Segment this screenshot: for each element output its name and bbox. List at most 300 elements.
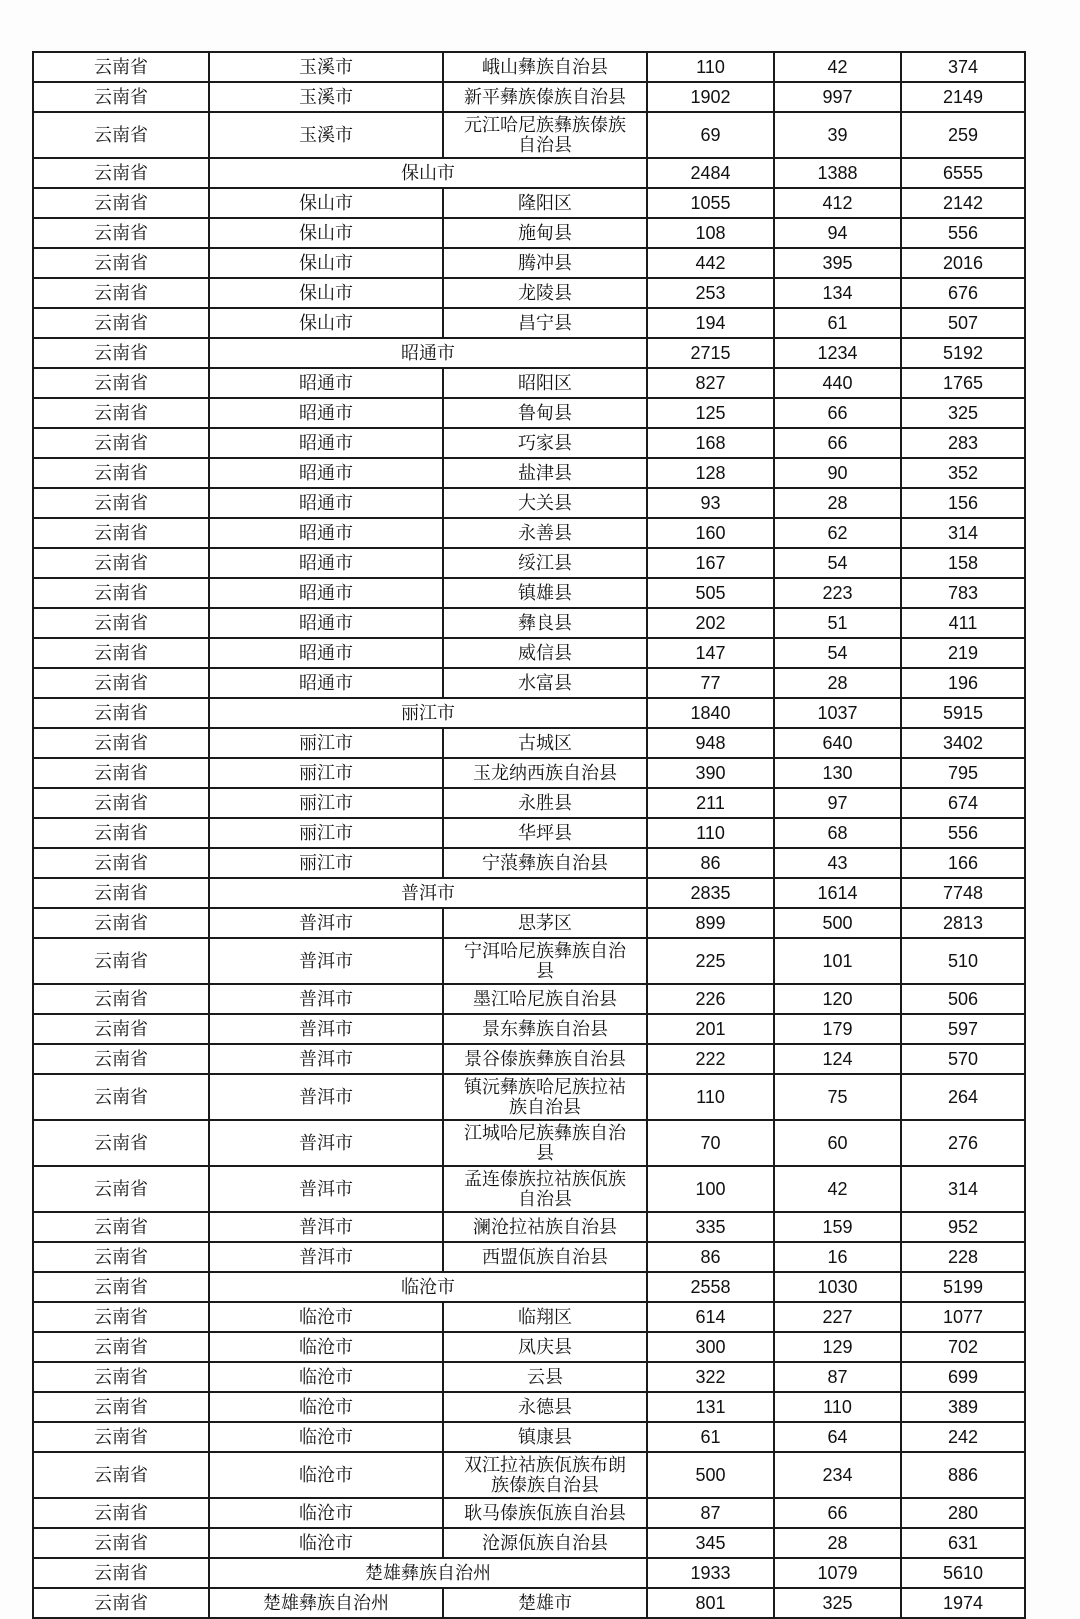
cell-value-1: 110 [647, 52, 774, 82]
cell-county: 孟连傣族拉祜族佤族自治县 [443, 1166, 647, 1212]
cell-province: 云南省 [33, 368, 209, 398]
cell-value-2: 94 [774, 218, 901, 248]
cell-city: 昭通市 [209, 368, 443, 398]
cell-city: 昭通市 [209, 638, 443, 668]
cell-county: 墨江哈尼族自治县 [443, 984, 647, 1014]
cell-county: 耿马傣族佤族自治县 [443, 1498, 647, 1528]
table-row [33, 1212, 1025, 1242]
cell-city: 普洱市 [209, 1212, 443, 1242]
cell-value-2: 101 [774, 938, 901, 984]
cell-value-3: 219 [901, 638, 1025, 668]
cell-value-3: 196 [901, 668, 1025, 698]
cell-value-3: 7748 [901, 878, 1025, 908]
cell-province: 云南省 [33, 158, 209, 188]
cell-value-3: 411 [901, 608, 1025, 638]
cell-value-3: 158 [901, 548, 1025, 578]
cell-value-2: 64 [774, 1422, 901, 1452]
cell-value-3: 783 [901, 578, 1025, 608]
cell-province: 云南省 [33, 578, 209, 608]
cell-county: 水富县 [443, 668, 647, 698]
cell-value-1: 253 [647, 278, 774, 308]
table-row [33, 1588, 1025, 1618]
cell-value-3: 702 [901, 1332, 1025, 1362]
cell-value-1: 1933 [647, 1558, 774, 1588]
cell-value-3: 5199 [901, 1272, 1025, 1302]
table-row [33, 428, 1025, 458]
cell-value-1: 201 [647, 1014, 774, 1044]
cell-value-1: 500 [647, 1452, 774, 1498]
cell-value-3: 264 [901, 1074, 1025, 1120]
cell-province: 云南省 [33, 1044, 209, 1074]
table-row [33, 668, 1025, 698]
cell-value-2: 1037 [774, 698, 901, 728]
cell-county: 龙陵县 [443, 278, 647, 308]
cell-county: 沧源佤族自治县 [443, 1528, 647, 1558]
cell-city: 丽江市 [209, 848, 443, 878]
table-row [33, 1558, 1025, 1588]
cell-value-3: 1077 [901, 1302, 1025, 1332]
cell-value-3: 570 [901, 1044, 1025, 1074]
cell-value-2: 68 [774, 818, 901, 848]
cell-value-3: 886 [901, 1452, 1025, 1498]
cell-county: 华坪县 [443, 818, 647, 848]
cell-value-1: 2484 [647, 158, 774, 188]
cell-value-1: 335 [647, 1212, 774, 1242]
cell-value-3: 5192 [901, 338, 1025, 368]
table-row [33, 1166, 1025, 1212]
cell-value-2: 1234 [774, 338, 901, 368]
cell-city: 普洱市 [209, 938, 443, 984]
cell-province: 云南省 [33, 638, 209, 668]
cell-province: 云南省 [33, 1332, 209, 1362]
cell-value-2: 28 [774, 668, 901, 698]
cell-value-2: 62 [774, 518, 901, 548]
cell-city: 临沧市 [209, 1302, 443, 1332]
cell-value-1: 1055 [647, 188, 774, 218]
cell-province: 云南省 [33, 1272, 209, 1302]
cell-value-2: 60 [774, 1120, 901, 1166]
cell-city: 昭通市 [209, 668, 443, 698]
cell-value-1: 226 [647, 984, 774, 1014]
cell-province: 云南省 [33, 548, 209, 578]
table-row [33, 488, 1025, 518]
data-table [32, 51, 1026, 1619]
cell-value-3: 5915 [901, 698, 1025, 728]
cell-value-2: 1614 [774, 878, 901, 908]
cell-value-1: 345 [647, 1528, 774, 1558]
cell-county: 隆阳区 [443, 188, 647, 218]
cell-city: 昭通市 [209, 488, 443, 518]
cell-city-summary: 楚雄彝族自治州 [209, 1558, 647, 1588]
cell-value-1: 147 [647, 638, 774, 668]
cell-value-3: 676 [901, 278, 1025, 308]
cell-province: 云南省 [33, 1166, 209, 1212]
cell-county: 新平彝族傣族自治县 [443, 82, 647, 112]
cell-city: 临沧市 [209, 1452, 443, 1498]
cell-city: 保山市 [209, 188, 443, 218]
cell-value-2: 97 [774, 788, 901, 818]
cell-value-2: 1388 [774, 158, 901, 188]
cell-value-3: 259 [901, 112, 1025, 158]
cell-value-1: 2835 [647, 878, 774, 908]
cell-city: 普洱市 [209, 908, 443, 938]
cell-province: 云南省 [33, 1452, 209, 1498]
cell-city: 玉溪市 [209, 52, 443, 82]
cell-value-3: 242 [901, 1422, 1025, 1452]
cell-value-3: 314 [901, 518, 1025, 548]
cell-value-2: 500 [774, 908, 901, 938]
cell-value-1: 1902 [647, 82, 774, 112]
cell-value-2: 223 [774, 578, 901, 608]
cell-value-2: 61 [774, 308, 901, 338]
cell-value-3: 1765 [901, 368, 1025, 398]
cell-value-3: 795 [901, 758, 1025, 788]
table-row [33, 278, 1025, 308]
cell-county: 江城哈尼族彝族自治县 [443, 1120, 647, 1166]
table-row [33, 638, 1025, 668]
cell-value-3: 2813 [901, 908, 1025, 938]
cell-city-summary: 丽江市 [209, 698, 647, 728]
cell-county: 元江哈尼族彝族傣族自治县 [443, 112, 647, 158]
cell-county: 昌宁县 [443, 308, 647, 338]
cell-city: 临沧市 [209, 1498, 443, 1528]
cell-value-2: 120 [774, 984, 901, 1014]
cell-value-3: 699 [901, 1362, 1025, 1392]
cell-province: 云南省 [33, 1558, 209, 1588]
cell-value-3: 510 [901, 938, 1025, 984]
cell-value-2: 134 [774, 278, 901, 308]
cell-value-1: 110 [647, 818, 774, 848]
cell-value-3: 597 [901, 1014, 1025, 1044]
cell-county: 大关县 [443, 488, 647, 518]
cell-city: 楚雄彝族自治州 [209, 1588, 443, 1618]
cell-county: 楚雄市 [443, 1588, 647, 1618]
cell-province: 云南省 [33, 608, 209, 638]
cell-value-3: 3402 [901, 728, 1025, 758]
cell-value-2: 16 [774, 1242, 901, 1272]
table-row [33, 578, 1025, 608]
cell-province: 云南省 [33, 908, 209, 938]
cell-province: 云南省 [33, 218, 209, 248]
table-row [33, 338, 1025, 368]
cell-county: 玉龙纳西族自治县 [443, 758, 647, 788]
cell-value-2: 75 [774, 1074, 901, 1120]
cell-city: 昭通市 [209, 518, 443, 548]
cell-value-2: 110 [774, 1392, 901, 1422]
cell-value-2: 227 [774, 1302, 901, 1332]
cell-province: 云南省 [33, 458, 209, 488]
cell-province: 云南省 [33, 788, 209, 818]
cell-province: 云南省 [33, 1014, 209, 1044]
cell-county: 双江拉祜族佤族布朗族傣族自治县 [443, 1452, 647, 1498]
cell-city: 昭通市 [209, 398, 443, 428]
cell-province: 云南省 [33, 82, 209, 112]
cell-value-1: 225 [647, 938, 774, 984]
cell-value-1: 202 [647, 608, 774, 638]
cell-city: 普洱市 [209, 1120, 443, 1166]
cell-value-1: 211 [647, 788, 774, 818]
table-row [33, 1422, 1025, 1452]
cell-county: 彝良县 [443, 608, 647, 638]
table-row [33, 938, 1025, 984]
cell-value-1: 77 [647, 668, 774, 698]
cell-county: 鲁甸县 [443, 398, 647, 428]
cell-value-1: 1840 [647, 698, 774, 728]
cell-province: 云南省 [33, 518, 209, 548]
cell-province: 云南省 [33, 338, 209, 368]
cell-province: 云南省 [33, 848, 209, 878]
cell-value-1: 108 [647, 218, 774, 248]
cell-value-1: 168 [647, 428, 774, 458]
cell-city-summary: 保山市 [209, 158, 647, 188]
cell-value-1: 505 [647, 578, 774, 608]
cell-value-3: 556 [901, 818, 1025, 848]
cell-county: 峨山彝族自治县 [443, 52, 647, 82]
cell-value-2: 87 [774, 1362, 901, 1392]
table-row [33, 848, 1025, 878]
table-row [33, 1074, 1025, 1120]
cell-value-2: 66 [774, 398, 901, 428]
cell-county: 宁洱哈尼族彝族自治县 [443, 938, 647, 984]
cell-city: 普洱市 [209, 984, 443, 1014]
table-row [33, 1014, 1025, 1044]
cell-value-1: 194 [647, 308, 774, 338]
cell-city: 保山市 [209, 308, 443, 338]
cell-value-1: 2558 [647, 1272, 774, 1302]
table-row [33, 82, 1025, 112]
cell-city: 临沧市 [209, 1392, 443, 1422]
table-row [33, 458, 1025, 488]
cell-value-2: 440 [774, 368, 901, 398]
cell-value-1: 899 [647, 908, 774, 938]
cell-county: 景谷傣族彝族自治县 [443, 1044, 647, 1074]
cell-value-1: 827 [647, 368, 774, 398]
cell-value-2: 640 [774, 728, 901, 758]
cell-value-3: 166 [901, 848, 1025, 878]
cell-value-1: 100 [647, 1166, 774, 1212]
cell-city: 昭通市 [209, 428, 443, 458]
cell-value-2: 325 [774, 1588, 901, 1618]
cell-value-2: 43 [774, 848, 901, 878]
cell-value-2: 28 [774, 1528, 901, 1558]
cell-value-2: 234 [774, 1452, 901, 1498]
table-row [33, 518, 1025, 548]
cell-county: 威信县 [443, 638, 647, 668]
cell-county: 施甸县 [443, 218, 647, 248]
table-row [33, 248, 1025, 278]
cell-value-3: 631 [901, 1528, 1025, 1558]
cell-city: 丽江市 [209, 728, 443, 758]
cell-value-1: 948 [647, 728, 774, 758]
cell-province: 云南省 [33, 1120, 209, 1166]
cell-county: 永胜县 [443, 788, 647, 818]
cell-value-3: 556 [901, 218, 1025, 248]
cell-province: 云南省 [33, 698, 209, 728]
cell-province: 云南省 [33, 938, 209, 984]
cell-province: 云南省 [33, 1528, 209, 1558]
cell-value-1: 614 [647, 1302, 774, 1332]
table-row [33, 188, 1025, 218]
cell-city: 保山市 [209, 218, 443, 248]
cell-value-1: 131 [647, 1392, 774, 1422]
cell-city: 玉溪市 [209, 112, 443, 158]
cell-value-1: 125 [647, 398, 774, 428]
cell-value-2: 179 [774, 1014, 901, 1044]
cell-county: 永善县 [443, 518, 647, 548]
cell-county: 镇沅彝族哈尼族拉祜族自治县 [443, 1074, 647, 1120]
cell-province: 云南省 [33, 278, 209, 308]
cell-value-2: 159 [774, 1212, 901, 1242]
table-row [33, 548, 1025, 578]
cell-value-1: 70 [647, 1120, 774, 1166]
cell-value-3: 389 [901, 1392, 1025, 1422]
cell-value-3: 276 [901, 1120, 1025, 1166]
cell-county: 昭阳区 [443, 368, 647, 398]
cell-value-1: 442 [647, 248, 774, 278]
cell-city: 保山市 [209, 278, 443, 308]
cell-value-1: 322 [647, 1362, 774, 1392]
cell-province: 云南省 [33, 818, 209, 848]
table-row [33, 758, 1025, 788]
cell-value-3: 374 [901, 52, 1025, 82]
table-row [33, 1242, 1025, 1272]
table-row [33, 1528, 1025, 1558]
cell-value-3: 2149 [901, 82, 1025, 112]
table-body [33, 52, 1025, 1618]
table-row [33, 368, 1025, 398]
cell-value-1: 167 [647, 548, 774, 578]
cell-city: 保山市 [209, 248, 443, 278]
table-row [33, 878, 1025, 908]
cell-value-2: 42 [774, 1166, 901, 1212]
cell-value-2: 66 [774, 428, 901, 458]
cell-value-2: 1030 [774, 1272, 901, 1302]
cell-city-summary: 普洱市 [209, 878, 647, 908]
cell-county: 思茅区 [443, 908, 647, 938]
cell-city: 普洱市 [209, 1242, 443, 1272]
table-row [33, 218, 1025, 248]
cell-county: 宁蒗彝族自治县 [443, 848, 647, 878]
cell-value-2: 412 [774, 188, 901, 218]
cell-city: 丽江市 [209, 818, 443, 848]
cell-city: 昭通市 [209, 458, 443, 488]
cell-province: 云南省 [33, 188, 209, 218]
cell-value-2: 54 [774, 548, 901, 578]
cell-value-1: 160 [647, 518, 774, 548]
table-row [33, 1120, 1025, 1166]
table-row [33, 608, 1025, 638]
table-row [33, 1392, 1025, 1422]
cell-county: 盐津县 [443, 458, 647, 488]
cell-value-1: 93 [647, 488, 774, 518]
table-row [33, 984, 1025, 1014]
cell-county: 巧家县 [443, 428, 647, 458]
table-row [33, 788, 1025, 818]
cell-city: 昭通市 [209, 548, 443, 578]
cell-city: 临沧市 [209, 1528, 443, 1558]
cell-value-3: 2016 [901, 248, 1025, 278]
cell-value-3: 228 [901, 1242, 1025, 1272]
cell-province: 云南省 [33, 1498, 209, 1528]
cell-value-3: 507 [901, 308, 1025, 338]
cell-province: 云南省 [33, 1392, 209, 1422]
cell-province: 云南省 [33, 248, 209, 278]
cell-city: 普洱市 [209, 1044, 443, 1074]
table-row [33, 1302, 1025, 1332]
cell-province: 云南省 [33, 1302, 209, 1332]
cell-value-1: 61 [647, 1422, 774, 1452]
cell-province: 云南省 [33, 1242, 209, 1272]
cell-county: 永德县 [443, 1392, 647, 1422]
cell-value-3: 325 [901, 398, 1025, 428]
table-row [33, 1044, 1025, 1074]
cell-value-2: 997 [774, 82, 901, 112]
cell-city: 临沧市 [209, 1422, 443, 1452]
cell-value-1: 222 [647, 1044, 774, 1074]
cell-value-3: 506 [901, 984, 1025, 1014]
cell-province: 云南省 [33, 984, 209, 1014]
table-row [33, 908, 1025, 938]
cell-value-2: 90 [774, 458, 901, 488]
cell-value-3: 280 [901, 1498, 1025, 1528]
cell-province: 云南省 [33, 878, 209, 908]
cell-county: 腾冲县 [443, 248, 647, 278]
cell-value-3: 283 [901, 428, 1025, 458]
cell-province: 云南省 [33, 668, 209, 698]
cell-province: 云南省 [33, 112, 209, 158]
cell-value-3: 1974 [901, 1588, 1025, 1618]
cell-value-1: 801 [647, 1588, 774, 1618]
cell-city: 临沧市 [209, 1332, 443, 1362]
cell-value-2: 130 [774, 758, 901, 788]
cell-value-3: 6555 [901, 158, 1025, 188]
table-row [33, 1362, 1025, 1392]
cell-city: 昭通市 [209, 608, 443, 638]
cell-value-2: 124 [774, 1044, 901, 1074]
cell-province: 云南省 [33, 308, 209, 338]
table-row [33, 398, 1025, 428]
cell-province: 云南省 [33, 1422, 209, 1452]
table-row [33, 112, 1025, 158]
cell-province: 云南省 [33, 52, 209, 82]
table-row [33, 1452, 1025, 1498]
cell-value-2: 54 [774, 638, 901, 668]
table-row [33, 52, 1025, 82]
cell-value-1: 87 [647, 1498, 774, 1528]
cell-province: 云南省 [33, 1588, 209, 1618]
cell-value-1: 69 [647, 112, 774, 158]
cell-value-1: 128 [647, 458, 774, 488]
cell-province: 云南省 [33, 758, 209, 788]
cell-county: 绥江县 [443, 548, 647, 578]
table-row [33, 1332, 1025, 1362]
cell-county: 镇康县 [443, 1422, 647, 1452]
cell-city-summary: 临沧市 [209, 1272, 647, 1302]
cell-city: 普洱市 [209, 1014, 443, 1044]
table-row [33, 818, 1025, 848]
cell-value-1: 300 [647, 1332, 774, 1362]
cell-province: 云南省 [33, 488, 209, 518]
cell-value-2: 129 [774, 1332, 901, 1362]
cell-province: 云南省 [33, 398, 209, 428]
cell-city: 丽江市 [209, 758, 443, 788]
cell-county: 西盟佤族自治县 [443, 1242, 647, 1272]
cell-value-2: 42 [774, 52, 901, 82]
cell-value-3: 2142 [901, 188, 1025, 218]
cell-county: 古城区 [443, 728, 647, 758]
table-row [33, 308, 1025, 338]
cell-city: 普洱市 [209, 1074, 443, 1120]
